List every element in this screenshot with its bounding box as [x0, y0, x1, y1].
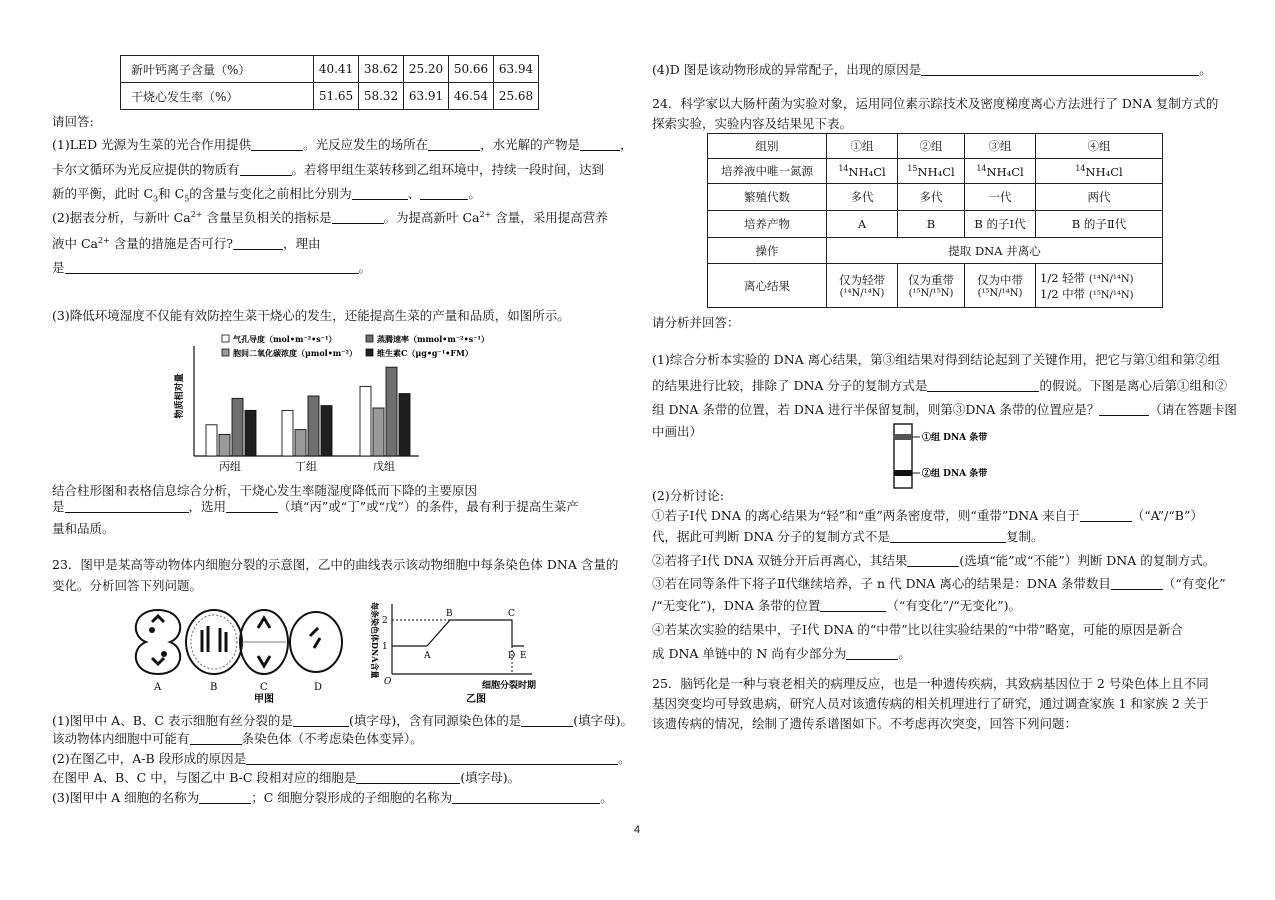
- text: 1/2 轻带: [1040, 270, 1086, 285]
- table-cell: [1036, 159, 1163, 184]
- question-line: 结合柱形图和表格信息综合分析，干烧心发生率随湿度降低而下降的主要原因: [52, 483, 478, 498]
- answer-blank[interactable]: [246, 751, 618, 765]
- legend-label: 蒸腾速率（mmol•m⁻²•s⁻¹）: [377, 334, 489, 344]
- dna-experiment-table: [707, 133, 1163, 308]
- table-cell: 提取 DNA 并离心: [827, 238, 1163, 264]
- answer-blank[interactable]: [521, 713, 573, 727]
- table-cell: 操作: [708, 238, 827, 264]
- question-line: [652, 402, 1237, 417]
- table-header: ③组: [965, 134, 1036, 159]
- text: （填“丙”或“丁”或“戊”）的条件，最有利于提高生菜产: [278, 499, 579, 514]
- text: (选填“能”或“不能”）判断 DNA 的复制方式。: [959, 553, 1216, 568]
- dna-content-graph: [370, 602, 536, 705]
- text: 。: [358, 260, 372, 275]
- y-axis-label: 每条染色体DNA含量: [370, 602, 380, 679]
- text: 。: [618, 751, 631, 766]
- table-cell: 63.91: [404, 83, 449, 110]
- answer-blank[interactable]: [890, 529, 1006, 543]
- text: ①若子Ⅰ代 DNA 的离心结果为“轻”和“重”两条密度带，则“重带”DNA 来自于: [652, 508, 1080, 523]
- text: 复制。: [1005, 529, 1044, 544]
- table-cell: 多代: [898, 184, 965, 211]
- text: ②若将子Ⅰ代 DNA 双链分开后再离心，其结果: [652, 553, 908, 568]
- question-line: [652, 646, 911, 661]
- band-label: ②组 DNA 条带: [922, 469, 988, 479]
- text: 含量呈负相关的指标是: [206, 210, 332, 226]
- question-line: 中画出）: [652, 424, 703, 439]
- answer-blank[interactable]: [233, 236, 283, 250]
- question-line: 变化。分析回答下列问题。: [52, 578, 203, 593]
- text: 。: [898, 646, 911, 661]
- point-label: A: [424, 651, 431, 661]
- table-cell: 63.94: [494, 56, 539, 83]
- answer-blank[interactable]: [199, 790, 251, 804]
- table-cell: 多代: [827, 184, 898, 211]
- origin-label: O: [384, 677, 392, 687]
- question-line: [52, 713, 633, 728]
- legend-swatch: [222, 349, 229, 356]
- text: (2)在图乙中，A-B 段形成的原因是: [52, 751, 247, 766]
- table-cell: 繁殖代数: [708, 184, 827, 211]
- answer-blank[interactable]: [1080, 508, 1132, 522]
- isotope-mark: 15: [907, 163, 918, 173]
- text: 仅为重带: [908, 273, 954, 287]
- question-line: [652, 553, 1215, 568]
- bar: [373, 408, 384, 456]
- answer-blank[interactable]: [332, 210, 384, 224]
- text: NH₄Cl: [917, 164, 955, 179]
- question-line: [652, 508, 1203, 523]
- question-line: [652, 529, 1043, 544]
- table-cell: [827, 159, 898, 184]
- question-line: [52, 770, 520, 785]
- cell-c-illustration: [240, 610, 288, 674]
- cell-label: B: [210, 682, 218, 693]
- bar: [245, 410, 256, 456]
- cell-division-figure: [122, 598, 562, 706]
- table-cell: [965, 159, 1036, 184]
- text: 仅为轻带: [839, 273, 885, 287]
- answer-blank[interactable]: [240, 162, 292, 176]
- y-axis-label: 物质相对量: [175, 373, 185, 419]
- question-line: (2)分析讨论:: [652, 488, 724, 503]
- bar: [219, 434, 230, 456]
- text: 条染色体（不考虑染色体变异）。: [241, 731, 423, 746]
- text: 该动物体内细胞中可能有: [52, 731, 190, 746]
- question-line: (2)据表分析，与新叶 $Ca^{2+}$ 含量呈负相关的指标是 。为提高新叶 $Ca^{2+}$ 含量，采用提高营养: [52, 210, 608, 226]
- text: 1/2 中带: [1040, 286, 1086, 301]
- text: 的假说。下图是离心后第①组和②: [1039, 378, 1227, 393]
- band-label: ①组 DNA 条带: [922, 433, 988, 443]
- bar-chart: [170, 332, 520, 480]
- text: (¹⁵N/¹⁵N): [908, 288, 954, 299]
- question-line: [52, 260, 371, 275]
- question-line: (1)综合分析本实验的 DNA 离心结果，第③组结果对得到结论起到了关键作用，把它与第①组和第②组: [652, 352, 1221, 367]
- point-label: C: [508, 609, 515, 619]
- answer-blank[interactable]: [420, 186, 468, 200]
- question-line: 基因突变均可导致患病，研究人员对该遗传病的相关机理进行了研究，通过调查家族 1 和家族 2 关于: [652, 696, 1209, 711]
- question-line: [52, 162, 604, 177]
- question-line: ④若某次实验的结果中，子Ⅰ代 DNA 的“中带”比以往实验结果的“中带”略宽，可能的原因是新合: [652, 622, 1183, 637]
- y-tick: 1: [382, 642, 388, 652]
- legend-swatch: [222, 335, 229, 342]
- figure-label-yi: 乙图: [466, 694, 486, 705]
- table-cell: B 的子Ⅱ代: [1036, 211, 1163, 238]
- table-cell: 25.20: [404, 56, 449, 83]
- answer-blank[interactable]: [580, 137, 620, 151]
- answer-blank[interactable]: [190, 731, 242, 745]
- text: (2)据表分析，与新叶 Ca: [52, 210, 191, 226]
- cell-label: A: [154, 682, 162, 693]
- text: 。若将甲组生菜转移到乙组环境中，持续一段时间，达到: [291, 162, 605, 177]
- table-cell: 培养产物: [708, 211, 827, 238]
- table-cell: B 的子Ⅰ代: [965, 211, 1036, 238]
- tube-icon: [894, 424, 912, 488]
- isotope-mark: 14: [838, 163, 849, 173]
- text: （“有变化”: [1162, 576, 1226, 591]
- cell-b-illustration: [186, 610, 242, 674]
- table-cell: [1036, 264, 1163, 308]
- cell-label: C: [260, 682, 268, 693]
- isotope-mark: 14: [1075, 163, 1086, 173]
- table-cell: [965, 264, 1036, 308]
- cell-label: D: [314, 682, 323, 693]
- question-line: 23．图甲是某高等动物体内细胞分裂的示意图，乙中的曲线表示该动物细胞中每条染色体 DNA 含量的: [52, 557, 619, 572]
- answer-blank[interactable]: [1099, 402, 1149, 416]
- text: (填字母)，含有同源染色体的是: [348, 713, 522, 728]
- bar: [399, 394, 410, 456]
- text: 的结果进行比较，排除了 DNA 分子的复制方式是: [652, 378, 928, 393]
- text: ，: [620, 137, 633, 152]
- category-label: 丁组: [295, 460, 317, 473]
- text: ；C 细胞分裂形成的子细胞的名称为: [251, 790, 453, 805]
- question-line: [652, 62, 1212, 77]
- centrifuge-tube-figure: [886, 420, 1036, 492]
- table-cell: 25.68: [494, 83, 539, 110]
- text: （“有变化”/“无变化”)。: [886, 598, 1021, 613]
- legend-swatch: [366, 335, 373, 342]
- question-line: [652, 598, 1021, 613]
- text: ③若在同等条件下将子Ⅱ代继续培养，子 n 代 DNA 离心的结果是：DNA 条带数目: [652, 576, 1111, 591]
- table-cell: 50.66: [449, 56, 494, 83]
- question-line: 量和品质。: [52, 521, 115, 536]
- text: (¹⁵N/¹⁴N): [1088, 289, 1134, 301]
- answer-blank[interactable]: [820, 598, 886, 612]
- category-label: 丙组: [219, 460, 241, 473]
- cell-d-illustration: [290, 612, 342, 672]
- text: (¹⁴N/¹⁴N): [839, 288, 885, 299]
- text: （请在答题卡图: [1149, 402, 1237, 417]
- point-label: D: [508, 651, 516, 661]
- point-label: B: [446, 609, 453, 619]
- table-cell: [827, 264, 898, 308]
- answer-blank[interactable]: [907, 553, 959, 567]
- text: 是: [52, 260, 65, 275]
- text: （“A”/“B”）: [1131, 508, 1203, 523]
- text: 成 DNA 单链中的 N 尚有少部分为: [652, 646, 847, 661]
- text: 组 DNA 条带的位置，若 DNA 进行半保留复制，则第③DNA 条带的位置应是？: [652, 402, 1100, 417]
- table-cell: 两代: [1036, 184, 1163, 211]
- text: 新的平衡，此时 C: [52, 186, 154, 201]
- table-cell: 51.65: [314, 83, 359, 110]
- bar: [282, 410, 293, 456]
- legend-swatch: [366, 349, 373, 356]
- answer-blank[interactable]: [428, 137, 480, 151]
- question-line: (3)降低环境湿度不仅能有效防控生菜干烧心的发生，还能提高生菜的产量和品质，如图所示。: [52, 308, 570, 323]
- text: 。: [600, 790, 613, 805]
- question-line: [52, 137, 633, 152]
- answer-blank[interactable]: [356, 770, 460, 784]
- text: NH₄Cl: [986, 164, 1024, 179]
- question-line: [652, 378, 1227, 393]
- page-number: 4: [634, 824, 641, 836]
- text: 是: [52, 499, 65, 514]
- answer-blank[interactable]: [226, 499, 278, 513]
- question-line: [652, 576, 1226, 591]
- table-row-label: 新叶钙离子含量（%）: [121, 56, 314, 83]
- question-line: [52, 731, 423, 746]
- answer-blank[interactable]: [452, 790, 600, 804]
- question-line: [52, 751, 631, 766]
- table-row-label: 干烧心发生率（%）: [121, 83, 314, 110]
- answer-blank[interactable]: [293, 713, 349, 727]
- text: 的含量与变化之前相比分别为: [189, 186, 352, 201]
- legend-label: 气孔导度（mol•m⁻²•s⁻¹）: [233, 334, 337, 344]
- table-cell: 46.54: [449, 83, 494, 110]
- table-cell: [898, 264, 965, 308]
- text: NH₄Cl: [1085, 164, 1123, 179]
- question-line: [52, 499, 579, 514]
- answer-blank[interactable]: [921, 62, 1199, 76]
- text: 、: [407, 186, 421, 201]
- answer-blank[interactable]: [846, 646, 898, 660]
- question-line: 该遗传病的情况，绘制了遗传系谱图如下。不考虑再次突变，回答下列问题：: [652, 716, 1078, 731]
- table-cell: 58.32: [359, 83, 404, 110]
- question-line: 新的平衡，此时 $C_3$和 $C_5$的含量与变化之前相比分别为 、 。: [52, 186, 481, 204]
- bar: [360, 386, 371, 456]
- text: 。: [1199, 62, 1212, 77]
- text: 代，据此可判断 DNA 分子的复制方式不是: [652, 529, 890, 544]
- table-cell: 40.41: [314, 56, 359, 83]
- bar: [295, 430, 306, 456]
- point-label: E: [520, 651, 527, 661]
- text: 液中 Ca: [52, 236, 98, 252]
- category-label: 戊组: [373, 460, 395, 473]
- question-line: 液中 $Ca^{2+}$ 含量的措施是否可行? ，理由: [52, 236, 321, 252]
- table-cell: [898, 159, 965, 184]
- table-cell: 一代: [965, 184, 1036, 211]
- text: 含量的措施是否可行?: [113, 236, 233, 252]
- question-line: 探索实验，实验内容及结果见下表。: [652, 116, 853, 131]
- light-band: [894, 434, 912, 440]
- answer-blank[interactable]: [352, 186, 408, 200]
- question-line: 请分析并回答：: [652, 315, 740, 330]
- text: ，理由: [282, 236, 321, 252]
- table-header: ②组: [898, 134, 965, 159]
- text: (4)D 图是该动物形成的异常配子，出现的原因是: [652, 62, 922, 77]
- question-line: [52, 790, 613, 805]
- text: (1)图甲中 A、B、C 表示细胞有丝分裂的是: [52, 713, 293, 728]
- text: 。光反应发生的场所在: [303, 137, 429, 152]
- bar: [321, 406, 332, 456]
- question-line: 24．科学家以大肠杆菌为实验对象，运用同位素示踪技术及密度梯度离心方法进行了 DNA 复制方式的: [652, 96, 1219, 111]
- figure-label-jia: 甲图: [254, 694, 274, 705]
- answer-blank[interactable]: [1111, 576, 1163, 590]
- bar: [232, 398, 243, 456]
- table-header: ④组: [1036, 134, 1163, 159]
- table-cell: 培养液中唯一氮源: [708, 159, 827, 184]
- question-line: 25．脑钙化是一种与衰老相关的病理反应，也是一种遗传疾病，其致病基因位于 2 号染色体上且不同: [652, 676, 1209, 691]
- bar: [308, 396, 319, 456]
- table-cell: B: [898, 211, 965, 238]
- answer-blank[interactable]: [251, 137, 303, 151]
- answer-blank[interactable]: [65, 260, 359, 274]
- text: 含量，采用提高营养: [495, 210, 608, 226]
- table-header: ①组: [827, 134, 898, 159]
- legend-label: 维生素C（μg•g⁻¹•FM）: [377, 348, 473, 358]
- text: (¹⁴N/¹⁴N): [1088, 273, 1134, 285]
- answer-blank[interactable]: [65, 499, 189, 513]
- text: (填字母)。: [573, 713, 633, 728]
- answer-blank[interactable]: [927, 378, 1039, 392]
- table-cell: 离心结果: [708, 264, 827, 308]
- table-cell: A: [827, 211, 898, 238]
- text: /“无变化”)，DNA 条带的位置: [652, 598, 821, 613]
- bar: [206, 425, 217, 456]
- text: (1)LED 光源为生菜的光合作用提供: [52, 137, 252, 152]
- text: NH₄Cl: [848, 164, 886, 179]
- y-tick: 2: [382, 616, 388, 626]
- text: 。为提高新叶 Ca: [383, 210, 480, 226]
- text: 仅为中带: [977, 273, 1023, 287]
- table-cell: 38.62: [359, 56, 404, 83]
- text: ，水光解的产物是: [480, 137, 581, 152]
- text: (3)图甲中 A 细胞的名称为: [52, 790, 200, 805]
- text: 。: [468, 186, 481, 201]
- isotope-mark: 14: [976, 163, 987, 173]
- bar: [386, 367, 397, 456]
- text: 和 C: [158, 186, 185, 201]
- x-axis-label: 细胞分裂时期: [482, 681, 537, 691]
- text: 卡尔文循环为光反应提供的物质有: [52, 162, 240, 177]
- table-header: 组别: [708, 134, 827, 159]
- heavy-band: [894, 470, 912, 476]
- text: (¹⁵N/¹⁴N): [977, 288, 1023, 299]
- cell-a-illustration: [136, 610, 180, 674]
- text: (填字母)。: [460, 770, 521, 785]
- prompt-text: 请回答:: [52, 114, 94, 129]
- calcium-table: [120, 55, 539, 110]
- text: ，选用: [188, 499, 227, 514]
- text: 在图甲 A、B、C 中，与图乙中 B-C 段相对应的细胞是: [52, 770, 357, 785]
- legend-label: 胞间二氧化碳浓度（μmol•m⁻²）: [233, 348, 357, 358]
